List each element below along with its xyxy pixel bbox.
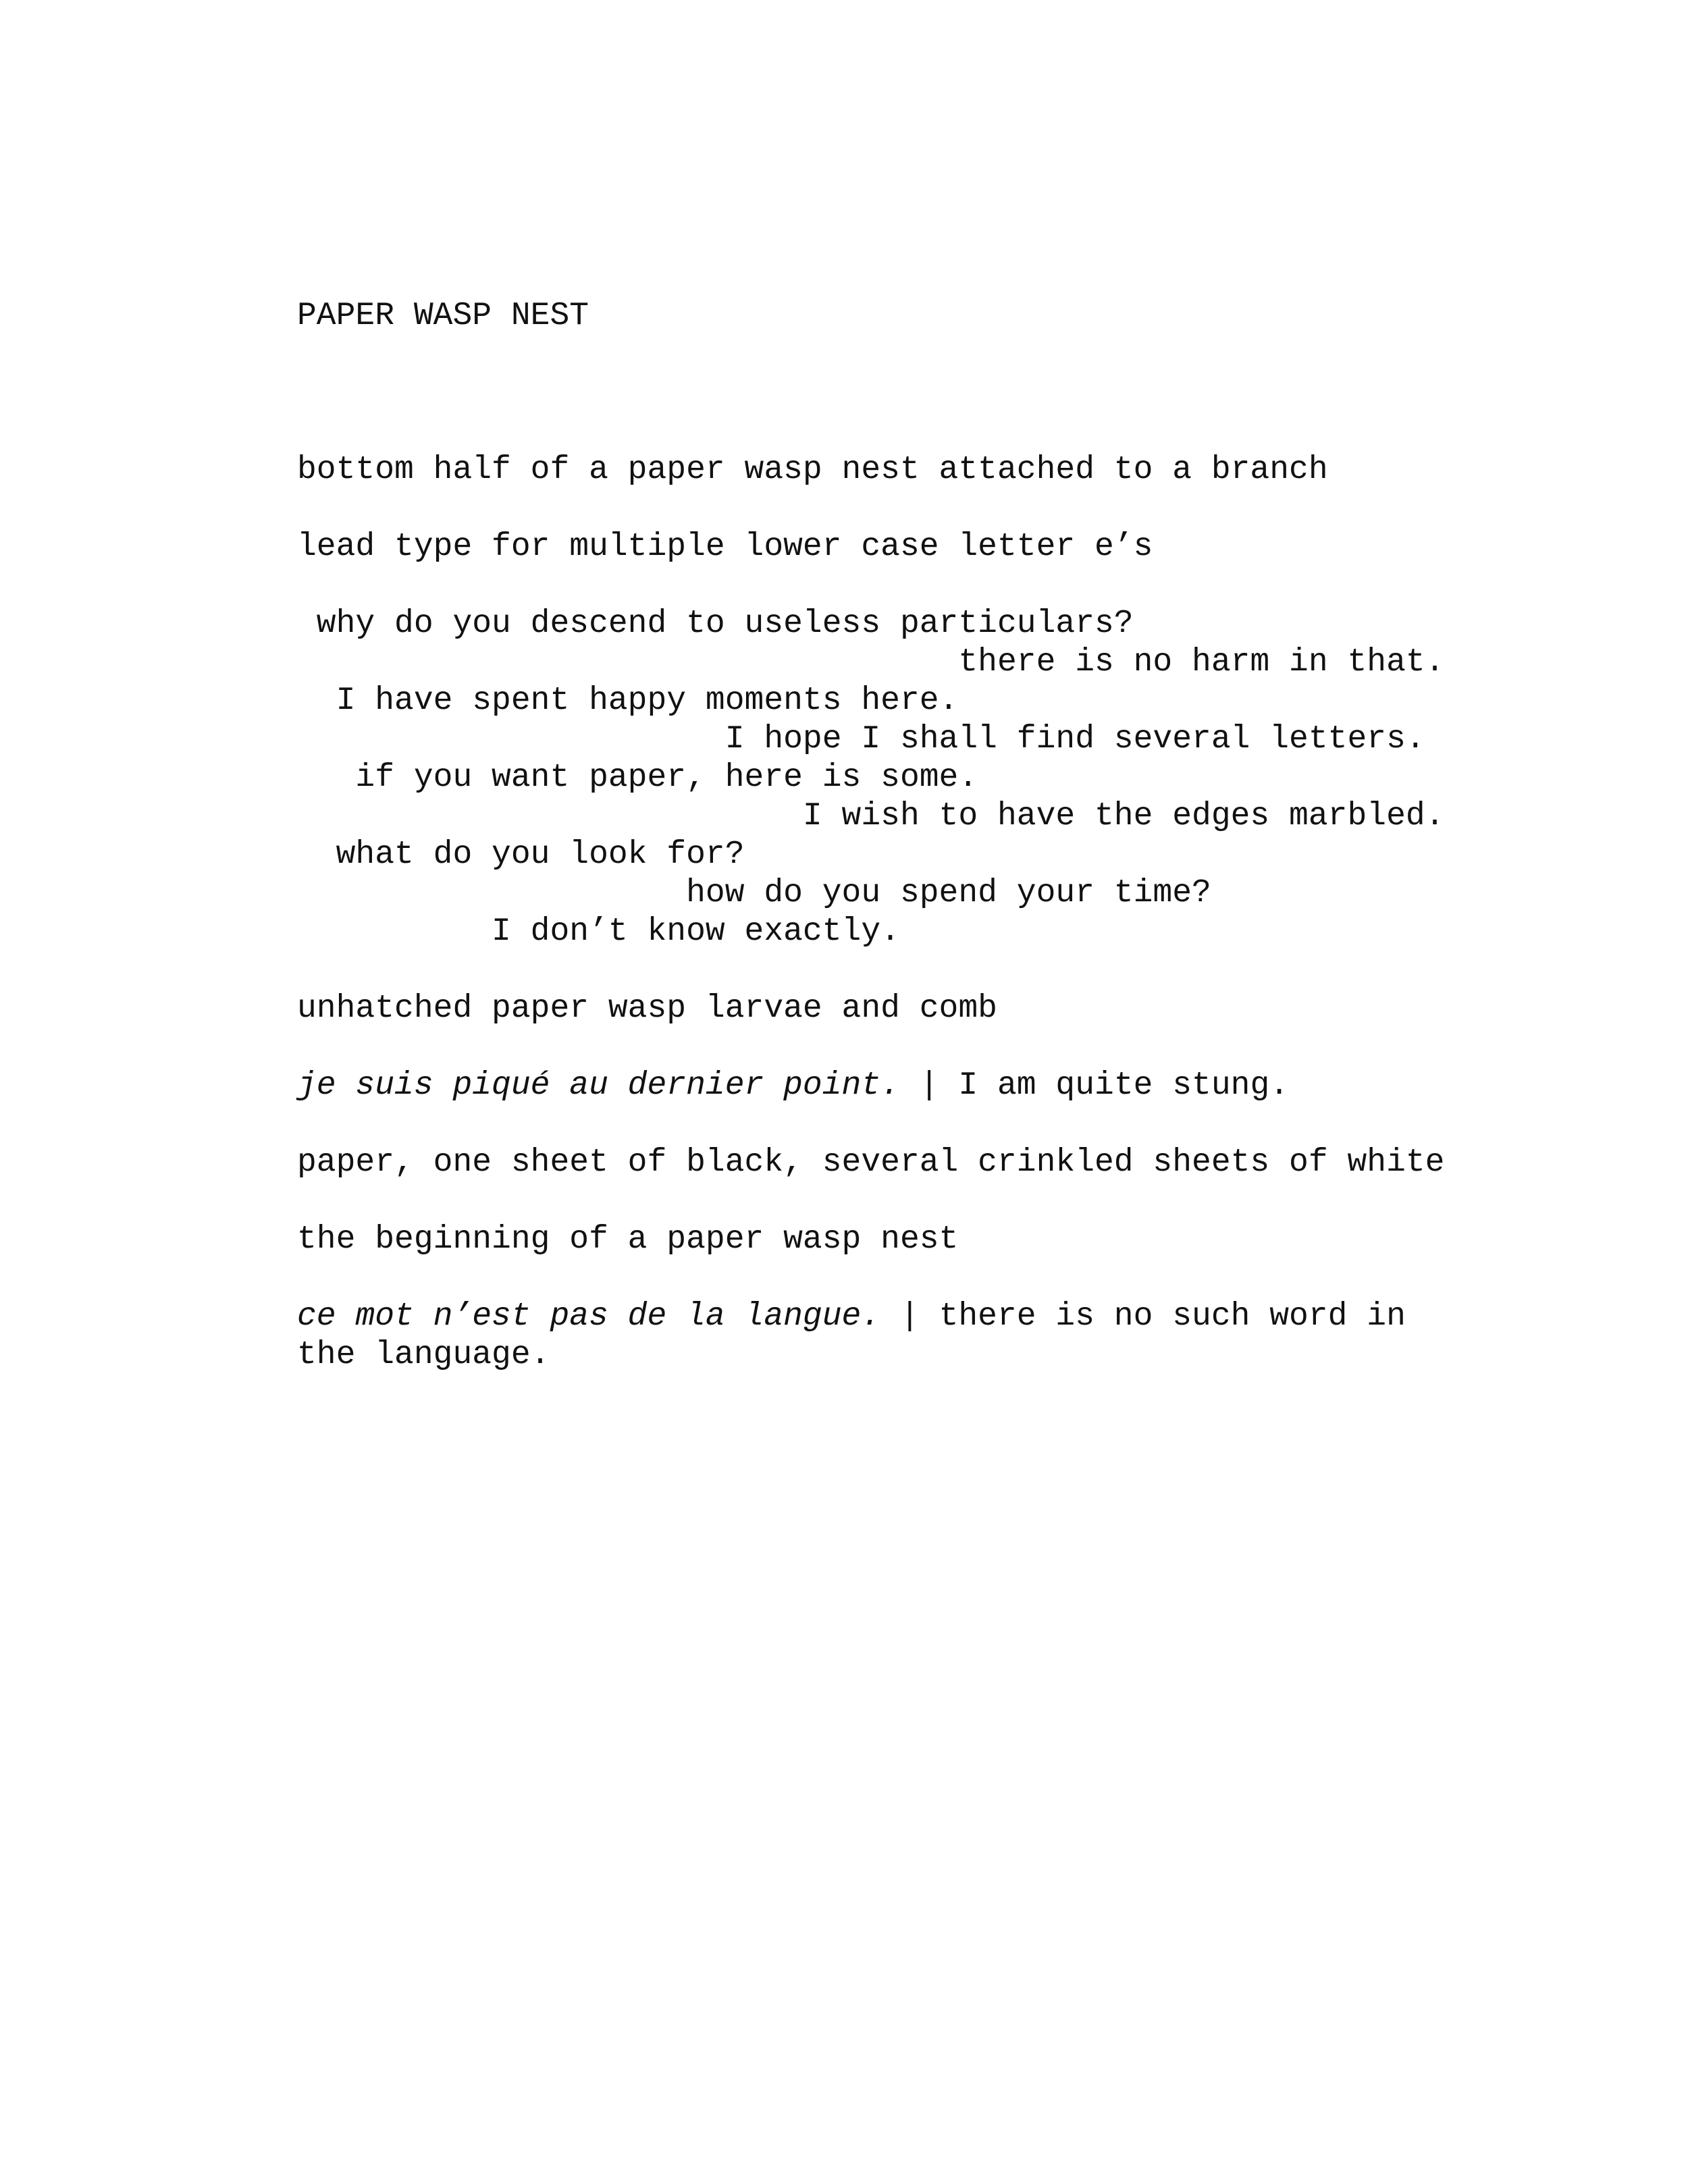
dialogue-line-9: I don’t know exactly. [297, 913, 900, 950]
english-phrase-stung: I am quite stung. [958, 1067, 1290, 1104]
dialogue-line-5: if you want paper, here is some. [297, 760, 978, 796]
poem-line-nest-half: bottom half of a paper wasp nest attached to a branch [297, 452, 1328, 488]
dialogue-line-8: how do you spend your time? [297, 875, 1211, 911]
dialogue-line-7: what do you look for? [297, 836, 745, 873]
poem-line-larvae: unhatched paper wasp larvae and comb [297, 990, 997, 1027]
separator-bar: | [880, 1298, 939, 1335]
poem-line-beginning: the beginning of a paper wasp nest [297, 1221, 959, 1258]
poem-line-stung [297, 1067, 1289, 1105]
poem-line-paper-sheets: paper, one sheet of black, several crinkled sheets of white [297, 1144, 1445, 1181]
dialogue-line-1: why do you descend to useless particulars? [297, 606, 1134, 642]
dialogue-line-2: there is no harm in that. [297, 644, 1445, 681]
english-phrase-word: there is no such word in [939, 1298, 1406, 1335]
dialogue-line-3: I have spent happy moments here. [297, 683, 959, 719]
french-phrase-word: ce mot n’est pas de la langue. [297, 1298, 881, 1335]
dialogue-line-4: I hope I shall find several letters. [297, 721, 1425, 757]
separator-bar: | [899, 1067, 959, 1104]
french-phrase-stung: je suis piqué au dernier point. [297, 1067, 900, 1104]
dialogue-line-6: I wish to have the edges marbled. [297, 798, 1445, 834]
poem-line-no-such-word [297, 1298, 1406, 1336]
poem-title: PAPER WASP NEST [297, 298, 589, 334]
poem-line-lead-type: lead type for multiple lower case letter e’s [297, 529, 1153, 565]
poem-line-no-such-word-cont: the language. [297, 1337, 550, 1373]
